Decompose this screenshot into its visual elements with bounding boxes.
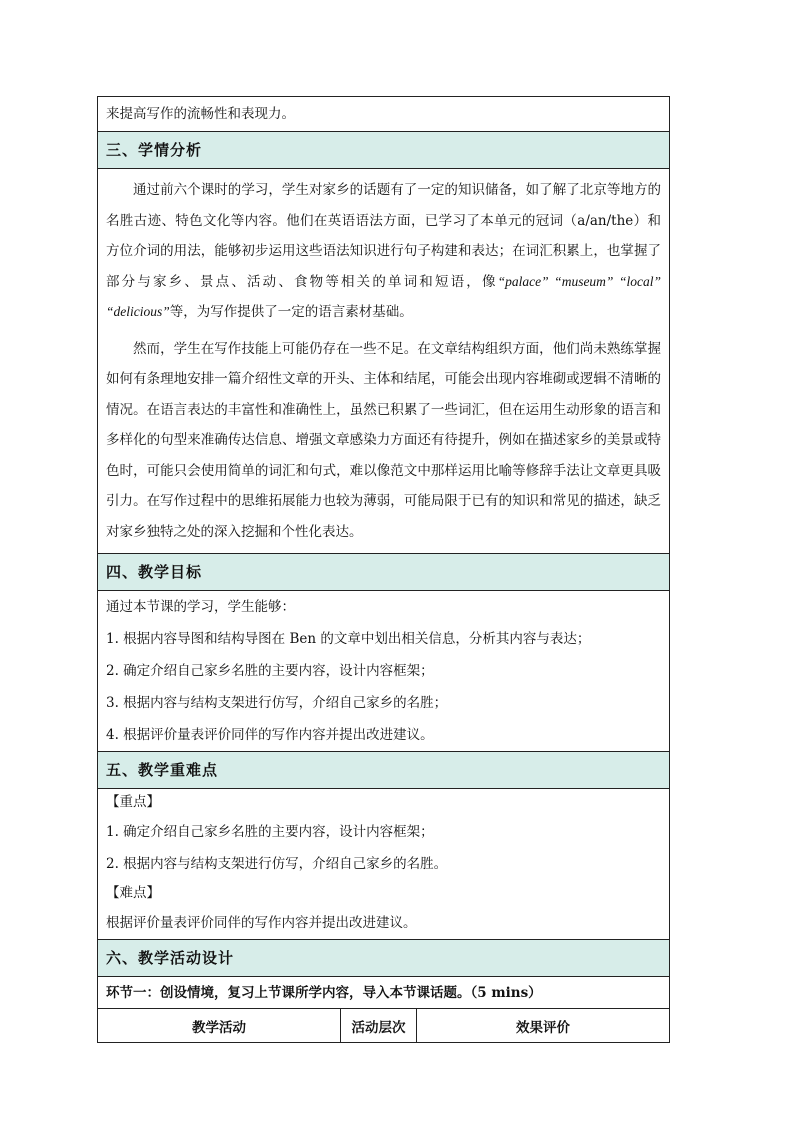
section-heading-key-difficult-points: 五、教学重难点 (97, 752, 670, 789)
section-heading-learner-analysis: 三、学情分析 (97, 132, 670, 169)
learner-analysis-paragraph-1 (98, 169, 669, 334)
objective-item: 2. 确定介绍自己家乡名胜的主要内容，设计内容框架； (106, 663, 434, 679)
column-header-activity: 教学活动 (98, 1009, 341, 1042)
key-difficult-body (97, 789, 670, 940)
column-header-level: 活动层次 (341, 1009, 417, 1042)
teaching-objectives-body (97, 591, 670, 752)
key-points-label: 【重点】 (106, 794, 160, 810)
objective-item: 3. 根据内容与结构支架进行仿写，介绍自己家乡的名胜； (106, 695, 448, 711)
stage-one-title: 环节一：创设情境，复习上节课所学内容，导入本节课话题。（5 mins） (97, 977, 670, 1009)
vocabulary-examples: “palace” “museum” “local” “delicious” (106, 273, 661, 319)
objective-item: 1. 根据内容导图和结构导图在 Ben 的文章中划出相关信息，分析其内容与表达； (106, 631, 591, 647)
difficult-points-label: 【难点】 (106, 885, 160, 901)
section-heading-activity-design: 六、教学活动设计 (97, 940, 670, 977)
objective-item: 4. 根据评价量表评价同伴的写作内容并提出改进建议。 (106, 727, 434, 743)
learner-analysis-paragraph-2: 然而，学生在写作技能上可能仍存在一些不足。在文章结构组织方面，他们尚未熟练掌握如何有条理地安排一篇介绍性文章的开头、主体和结尾，可能会出现内容堆砌或逻辑不清晰的情况。在语言表达的丰富性和准确性上，虽然已积累了一些词汇，但在运用生动形象的语言和多样化的句型来准确传达信息、增强文章感染力方面还有待提升，例如在描述家乡的美景或特色时，可能只会使用简单的词汇和句式，难以像范文中那样运用比喻等修辞手法让文章更具吸引力。在写作过程中的思维拓展能力也较为薄弱，可能局限于已有的知识和常见的描述，缺乏对家乡独特之处的深入挖掘和个性化表达。 (106, 340, 661, 540)
activity-table-header (97, 1009, 670, 1043)
lesson-plan-document (97, 96, 670, 1043)
key-point-item: 2. 根据内容与结构支架进行仿写，介绍自己家乡的名胜。 (106, 856, 448, 872)
learner-analysis-body (97, 169, 670, 554)
paragraph-1-text-b: 等，为写作提供了一定的语言素材基础。 (169, 304, 413, 320)
section-heading-teaching-objectives: 四、教学目标 (97, 554, 670, 591)
objectives-intro: 通过本节课的学习，学生能够： (106, 599, 295, 615)
column-header-evaluation: 效果评价 (516, 1019, 570, 1036)
paragraph-1-text-a: 通过前六个课时的学习，学生对家乡的话题有了一定的知识储备，如了解了北京等地方的名胜古迹、特色文化等内容。他们在英语语法方面，已学习了本单元的冠词（a/an/the）和方位介词的用法，能够初步运用这些语法知识进行句子构建和表达；在词汇积累上，也掌握了部分与家乡、景点、活动、食物等相关的单词和短语，像 (106, 182, 661, 290)
continued-text: 来提高写作的流畅性和表现力。 (97, 96, 670, 132)
difficult-point-text: 根据评价量表评价同伴的写作内容并提出改进建议。 (106, 915, 417, 931)
key-point-item: 1. 确定介绍自己家乡名胜的主要内容，设计内容框架； (106, 824, 434, 840)
